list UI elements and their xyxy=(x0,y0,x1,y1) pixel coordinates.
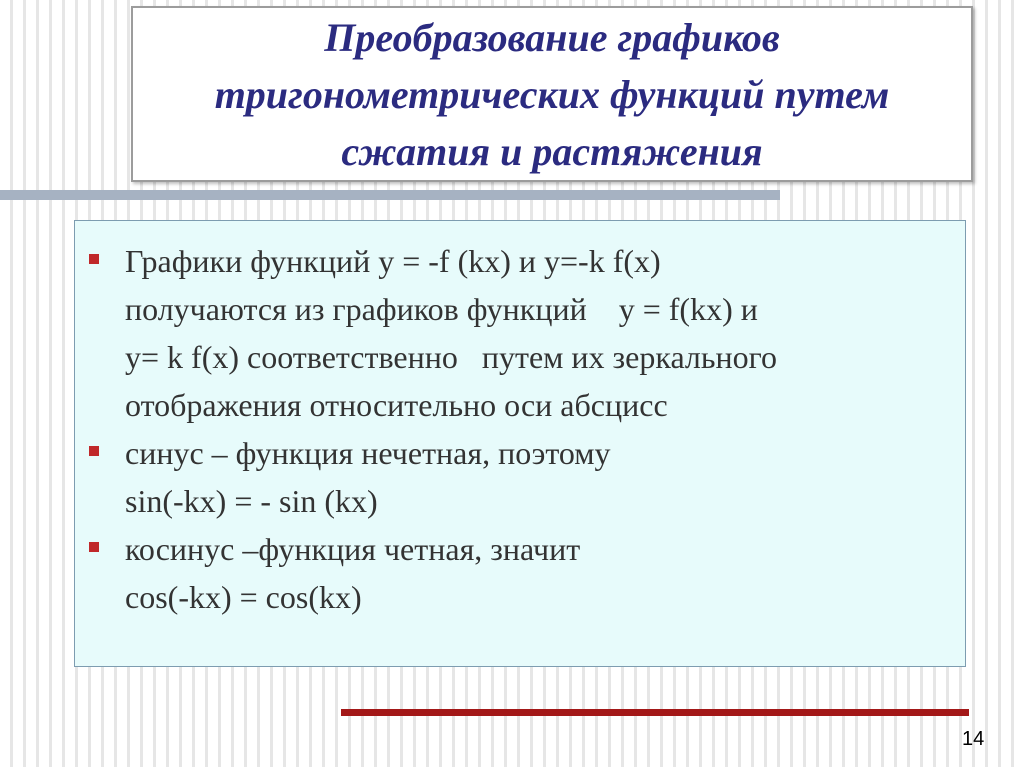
content-box xyxy=(74,220,966,667)
square-bullet-icon xyxy=(89,446,99,456)
bullet-line: y= k f(x) соответственно путем их зеркального xyxy=(125,339,777,375)
slide-title xyxy=(215,9,890,180)
bullet-item xyxy=(89,525,955,621)
bullet-line: отображения относительно оси абсцисс xyxy=(125,387,668,423)
square-bullet-icon xyxy=(89,542,99,552)
page-number: 14 xyxy=(962,728,985,750)
accent-line xyxy=(341,709,969,716)
bullet-line: Графики функций y = -f (kx) и y=-k f(x) xyxy=(125,243,661,279)
title-line: сжатия и растяжения xyxy=(341,128,763,174)
bullet-line: sin(-kx) = - sin (kx) xyxy=(125,483,378,519)
bullet-item xyxy=(89,429,955,525)
title-box xyxy=(131,6,973,182)
bullet-line: косинус –функция четная, значит xyxy=(125,531,581,567)
bullet-line: cos(-kx) = cos(kx) xyxy=(125,579,362,615)
title-line: Преобразование графиков xyxy=(324,14,780,60)
divider-bar xyxy=(0,190,780,200)
title-line: тригонометрических функций путем xyxy=(214,71,890,117)
bullet-line: получаются из графиков функций y = f(kx) и xyxy=(125,291,758,327)
square-bullet-icon xyxy=(89,254,99,264)
bullet-list xyxy=(89,237,955,621)
bullet-item xyxy=(89,237,955,429)
bullet-line: синус – функция нечетная, поэтому xyxy=(125,435,611,471)
